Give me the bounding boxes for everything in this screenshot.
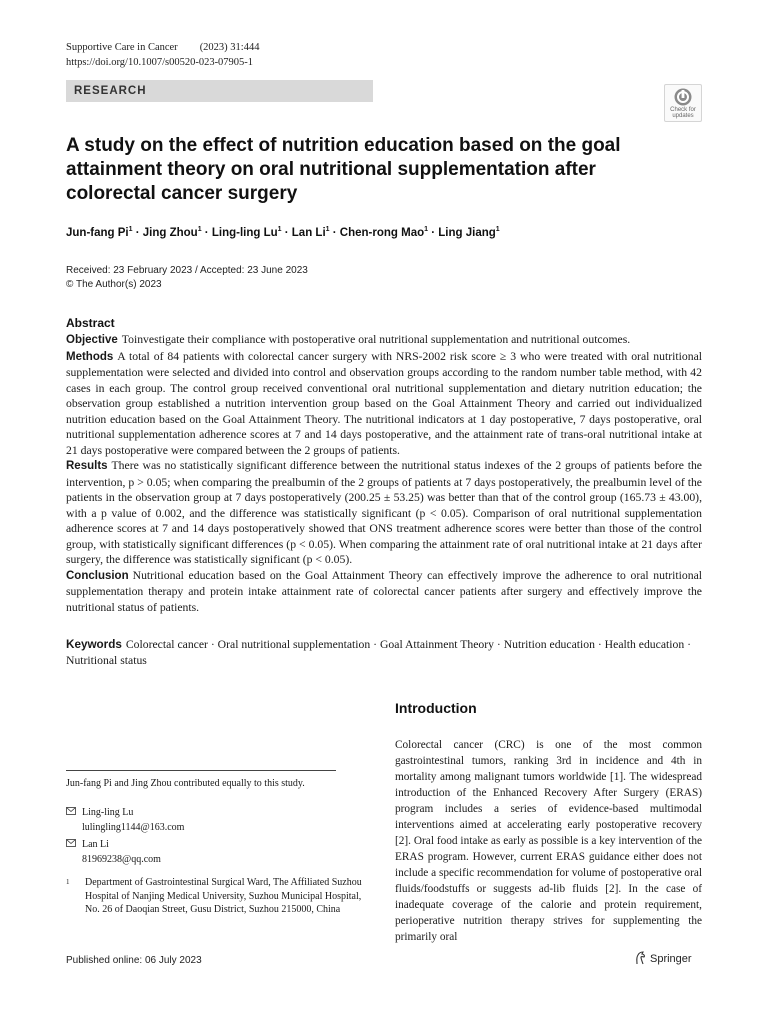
author-affiliation-marker: 1 [495, 226, 500, 233]
envelope-icon [66, 805, 80, 820]
author-name[interactable]: Lan Li [291, 226, 326, 239]
correspondent-email[interactable]: 81969238@qq.com [82, 854, 161, 865]
author-separator: · [329, 226, 340, 239]
correspondent-2 [66, 837, 161, 867]
correspondent-1 [66, 805, 184, 835]
article-dates [66, 264, 308, 291]
abstract-results [66, 458, 702, 568]
publisher-logo [634, 951, 692, 965]
author-affiliation-marker: 1 [424, 226, 429, 233]
correspondent-email[interactable]: lulingling1144@163.com [82, 822, 185, 833]
affiliation [66, 876, 366, 917]
affiliation-number: 1 [66, 878, 70, 886]
author-list [66, 226, 746, 239]
check-updates-label: Check for updates [670, 107, 696, 119]
publisher-name: Springer [650, 953, 692, 965]
author-affiliation-marker: 1 [128, 226, 133, 233]
author-affiliation-marker: 1 [325, 226, 330, 233]
methods-text: A total of 84 patients with colorectal cancer surgery with NRS-2002 risk score ≥ 3 who were treated with oral nutritional supplementation were selected and divided into control and observation groups according to the random number table method, with 42 cases in each group. The control group received conventional oral nutritional supplementation and dietary nutrition education; the observation group established a nutrition intervention group based on the Goal Attainment Theory and carried out individualized nutrition education based on the Goal Attainment Theory. The nutritional indicators at 1 day postoperative, 7 days postoperative, oral nutritional supplementation adherence scores at 7 and 14 days postoperative, and the attainment rate of trans-oral nutritional intake at 21 days postoperative were compared between the 2 groups of patients. [66, 349, 702, 457]
author-name[interactable]: Jing Zhou [142, 226, 198, 239]
author-separator: · [281, 226, 292, 239]
published-online: Published online: 06 July 2023 [66, 955, 202, 966]
abstract-conclusion [66, 568, 702, 616]
check-updates-icon [673, 87, 693, 107]
journal-volume: (2023) 31:444 [199, 42, 260, 53]
methods-label: Methods [66, 350, 114, 363]
introduction-text: Colorectal cancer (CRC) is one of the most common gastrointestinal tumors, ranking 3rd in incidence and 4th in mortality among malignant tumors worldwide [1]. The widespread introduction of the Enhanced Recovery After Surgery (ERAS) program includes a series of evidence-based multimodal interventions aimed at accelerating early postoperative recovery [2]. Oral food intake as early as possible is a key intervention of the ERAS program. However, current ERAS guidance either does not include a specific recommendation for volume of postoperative oral fluids/foodstuffs or suggests ad-lib fluids [2]. In the case of inadequate coverage of the calorie and protein requirement, perioperative nutrition therapy strives for supplementing the primarily oral [395, 739, 702, 943]
journal-header [66, 40, 259, 70]
keywords [66, 637, 702, 668]
correspondent-name: Ling-ling Lu [82, 807, 134, 818]
abstract [66, 316, 702, 615]
author-separator: · [428, 226, 439, 239]
objective-label: Objective [66, 334, 118, 346]
copyright: © The Author(s) 2023 [66, 278, 162, 290]
author-affiliation-marker: 1 [277, 226, 282, 233]
author-affiliation-marker: 1 [197, 226, 202, 233]
section-label: RESEARCH [66, 80, 373, 102]
conclusion-text: Nutritional education based on the Goal Attainment Theory can effectively improve the adherence to oral nutritional supplementation therapy and protein intake attainment rate of colorectal cancer patients after surgery and effectively improve the nutritional status of patients. [66, 568, 702, 614]
abstract-objective [66, 332, 702, 349]
objective-text: Toinvestigate their compliance with postoperative oral nutritional supplementation and nutritional outcomes. [121, 333, 631, 346]
keywords-text: Colorectal cancer · Oral nutritional supplementation · Goal Attainment Theory · Nutrition education · Health education · Nutritional status [66, 638, 692, 667]
check-for-updates-badge[interactable] [664, 84, 702, 122]
results-text: There was no statistically significant difference between the nutritional status indexes of the 2 groups of patients before the intervention, p > 0.05; when comparing the prealbumin of the 2 groups of patients at 7 days postoperatively, the prealbumin level of the patients in the observation group at 7 days postoperatively (200.25 ± 53.25) was better than that of the control group (165.73 ± 43.00), with a p value of 0.002, and the difference was statistically significant (p < 0.05). Comparison of oral nutritional supplementation adherence scores at 7 and 14 days postoperatively showed that ONS treatment adherence scores were better than those of the control group, with statistically significant differences (p < 0.05). When comparing the attainment rate of oral nutritional intake at 21 days after surgery, the difference was statistically significant (p < 0.05). [66, 459, 702, 566]
journal-name: Supportive Care in Cancer [66, 42, 178, 53]
abstract-methods [66, 349, 702, 459]
author-name[interactable]: Jun-fang Pi [66, 226, 129, 239]
keywords-label: Keywords [66, 638, 122, 651]
article-title: A study on the effect of nutrition education based on the goal attainment theory on oral nutritional supplementation after colorectal cancer surgery [66, 135, 621, 204]
envelope-icon [66, 837, 80, 852]
introduction-heading: Introduction [395, 700, 477, 716]
affiliation-text: Department of Gastrointestinal Surgical Ward, The Affiliated Suzhou Hospital of Nanjing Medical University, Suzhou Municipal Hospital, No. 26 of Daoqian Street, Gusu District, Suzhou 215000, China [85, 877, 362, 915]
doi-link[interactable]: https://doi.org/10.1007/s00520-023-07905-1 [66, 57, 254, 68]
received-accepted: Received: 23 February 2023 / Accepted: 23 June 2023 [66, 265, 308, 276]
contribution-note: Jun-fang Pi and Jing Zhou contributed equally to this study. [66, 778, 305, 789]
springer-horse-icon [634, 951, 646, 965]
author-separator: · [201, 226, 212, 239]
author-name[interactable]: Ling Jiang [438, 226, 496, 239]
abstract-heading: Abstract [66, 316, 115, 330]
correspondent-name: Lan Li [82, 839, 109, 850]
author-name[interactable]: Ling-ling Lu [211, 226, 278, 239]
author-separator: · [132, 226, 143, 239]
author-name[interactable]: Chen-rong Mao [339, 226, 425, 239]
conclusion-label: Conclusion [66, 569, 129, 582]
results-label: Results [66, 460, 108, 472]
footnote-divider [66, 770, 336, 771]
